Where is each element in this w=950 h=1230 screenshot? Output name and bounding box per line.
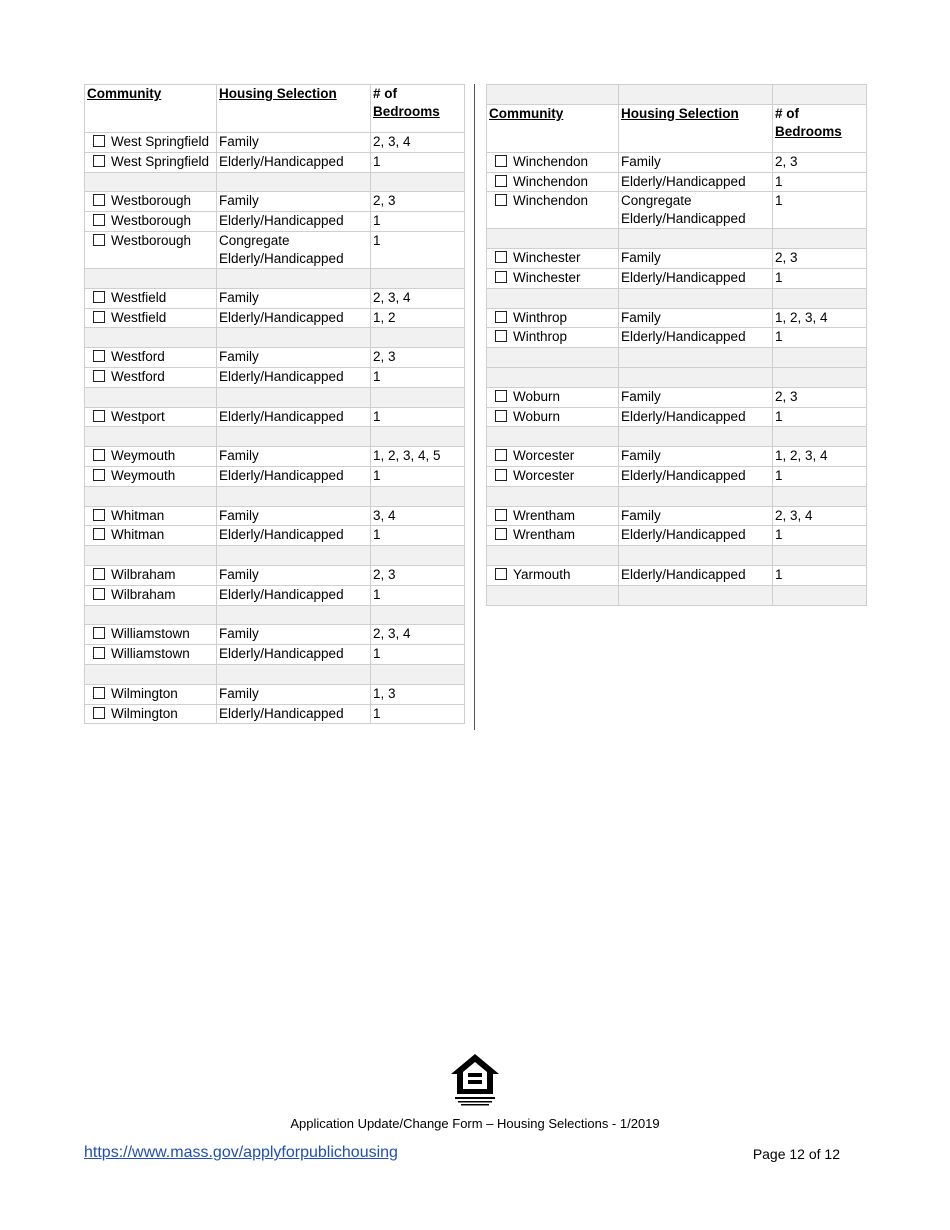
housing-selection-cell [619,152,773,172]
housing-selection-cell [217,565,371,585]
table-row [85,625,465,645]
community-name: Westport [111,408,165,424]
community-cell [85,348,217,368]
community-name: West Springfield [111,153,210,169]
community-cell [85,704,217,724]
housing-type: Elderly/Handicapped [219,213,344,229]
community-name: Wrentham [513,527,576,543]
table-row [85,133,465,153]
selection-checkbox[interactable] [495,449,507,461]
community-cell [85,212,217,232]
housing-type: Congregate Elderly/Handicapped [621,193,746,227]
housing-type: Family [219,448,259,464]
bedrooms-cell: 2, 3 [773,387,867,407]
page-number: Page 12 of 12 [752,1146,840,1162]
selection-checkbox[interactable] [93,687,105,699]
community-name: Wilbraham [111,566,176,582]
selection-checkbox[interactable] [93,469,105,481]
bedrooms-cell: 1 [371,367,465,387]
housing-selection-cell [619,192,773,229]
bedrooms-cell: 1 [371,407,465,427]
housing-type: Elderly/Handicapped [219,527,344,543]
table-row [85,526,465,546]
spacer-row [85,268,465,288]
spacer-row [85,486,465,506]
left-selection-table [84,84,465,724]
selection-checkbox[interactable] [495,509,507,521]
community-name: Wilbraham [111,586,176,602]
housing-selection-column-header: Housing Selection [217,85,371,133]
spacer-row [85,172,465,192]
selection-checkbox[interactable] [93,370,105,382]
table-header-row [487,104,867,152]
housing-type: Elderly/Handicapped [621,527,746,543]
housing-type: Elderly/Handicapped [621,173,746,189]
community-cell [487,249,619,269]
community-cell [85,526,217,546]
community-name: Westborough [111,213,192,229]
housing-selection-cell [217,704,371,724]
housing-type: Elderly/Handicapped [219,368,344,384]
housing-selection-cell [217,288,371,308]
housing-selection-cell [217,192,371,212]
housing-type: Elderly/Handicapped [621,566,746,582]
community-cell [85,308,217,328]
bedrooms-cell: 2, 3 [773,249,867,269]
housing-selection-cell [217,348,371,368]
selection-checkbox[interactable] [93,291,105,303]
community-cell [85,133,217,153]
form-title-footer: Application Update/Change Form – Housing Selections - 1/2019 [290,1116,660,1131]
community-name: Westfield [111,309,167,325]
housing-selection-cell [619,407,773,427]
bedrooms-cell: 1 [773,526,867,546]
housing-selection-cell [217,625,371,645]
spacer-row [85,328,465,348]
community-name: West Springfield [111,134,210,149]
housing-type: Family [621,153,661,169]
table-row [85,367,465,387]
housing-type: Family [219,289,259,305]
bedrooms-cell: 1 [371,466,465,486]
table-row [487,565,867,585]
bedrooms-cell: 1 [773,407,867,427]
selection-checkbox[interactable] [495,390,507,402]
community-cell [85,447,217,467]
community-name: Winthrop [513,329,568,345]
table-row [487,506,867,526]
right-selection-table [486,84,867,606]
community-cell [487,526,619,546]
table-row [487,447,867,467]
housing-selection-cell [217,308,371,328]
community-cell [85,288,217,308]
selection-checkbox[interactable] [93,350,105,362]
community-cell [487,328,619,348]
bedrooms-cell: 1 [371,152,465,172]
spacer-row [85,387,465,407]
housing-type: Elderly/Handicapped [219,467,344,483]
bedrooms-cell: 1 [371,585,465,605]
table-row [85,212,465,232]
table-row [85,447,465,467]
table-row [487,249,867,269]
housing-type: Family [621,388,661,404]
housing-selection-cell [217,212,371,232]
table-top-spacer-row [487,85,867,105]
selection-checkbox[interactable] [495,330,507,342]
table-row [85,585,465,605]
community-name: Whitman [111,527,165,543]
selection-checkbox[interactable] [93,707,105,719]
selection-checkbox[interactable] [93,588,105,600]
selection-checkbox[interactable] [93,509,105,521]
selection-checkbox[interactable] [93,214,105,226]
housing-type: Family [621,448,661,464]
housing-type: Family [621,309,661,325]
selection-checkbox[interactable] [93,410,105,422]
spacer-row [85,664,465,684]
housing-selection-cell [217,447,371,467]
community-name: Worcester [513,467,575,483]
community-cell [487,407,619,427]
community-name: Wilmington [111,705,178,721]
community-name: Winchendon [513,193,589,209]
community-cell [85,192,217,212]
community-cell [487,447,619,467]
selection-checkbox[interactable] [93,234,105,246]
housing-selection-cell [619,565,773,585]
bedrooms-cell: 1 [773,466,867,486]
bedrooms-cell: 3, 4 [371,506,465,526]
spacer-row [487,486,867,506]
community-name: Williamstown [111,646,190,662]
community-name: Whitman [111,507,165,523]
community-cell [85,625,217,645]
table-row [85,466,465,486]
community-name: Weymouth [111,448,176,464]
spacer-row [487,348,867,368]
housing-selection-cell [217,684,371,704]
community-cell [85,645,217,665]
bedrooms-cell: 2, 3 [371,192,465,212]
community-name: Woburn [513,408,561,424]
table-row [85,231,465,268]
spacer-row [85,546,465,566]
selection-checkbox[interactable] [495,175,507,187]
selection-checkbox[interactable] [495,568,507,580]
housing-selection-cell [619,308,773,328]
community-column-header: Community [487,104,619,152]
table-row [85,407,465,427]
community-cell [85,152,217,172]
housing-selection-cell [619,268,773,288]
housing-selection-cell [217,133,371,153]
community-cell [85,367,217,387]
table-row [487,268,867,288]
housing-selection-cell [619,387,773,407]
housing-type: Elderly/Handicapped [219,153,344,169]
spacer-row [487,546,867,566]
community-cell [487,152,619,172]
community-cell [85,565,217,585]
community-name: Westford [111,349,165,365]
community-cell [487,308,619,328]
housing-selection-cell [217,645,371,665]
housing-type: Family [219,193,259,209]
housing-selection-cell [619,249,773,269]
table-row [85,288,465,308]
housing-type: Family [621,507,661,523]
housing-selection-cell [217,152,371,172]
community-name: Williamstown [111,626,190,642]
column-divider [474,84,475,730]
community-name: Winchester [513,250,581,266]
bedrooms-cell: 2, 3, 4 [773,506,867,526]
bedrooms-column-header: # of Bedrooms [371,85,465,133]
bedrooms-cell: 1 [371,645,465,665]
housing-type: Family [219,566,259,582]
bedrooms-cell: 1, 2, 3, 4 [773,308,867,328]
housing-type: Elderly/Handicapped [219,309,344,325]
table-row [85,506,465,526]
community-cell [487,506,619,526]
community-name: Westborough [111,232,192,248]
housing-type: Elderly/Handicapped [219,646,344,662]
bedrooms-cell: 1, 2 [371,308,465,328]
housing-type: Elderly/Handicapped [621,329,746,345]
housing-type: Elderly/Handicapped [219,586,344,602]
table-row [85,192,465,212]
community-name: Wrentham [513,507,576,523]
bedrooms-cell: 1 [371,704,465,724]
housing-selection-cell [619,526,773,546]
housing-selection-cell [619,328,773,348]
community-cell [487,387,619,407]
housing-selection-column-header: Housing Selection [619,104,773,152]
community-name: Winthrop [513,309,568,325]
bedrooms-cell: 2, 3 [371,348,465,368]
community-name: Weymouth [111,467,176,483]
table-header-row [85,85,465,133]
housing-type: Elderly/Handicapped [219,705,344,721]
selection-checkbox[interactable] [93,135,105,147]
housing-selection-cell [217,526,371,546]
community-cell [85,407,217,427]
community-name: Westborough [111,193,192,209]
community-name: Westfield [111,289,167,305]
bedrooms-cell: 1 [773,565,867,585]
housing-type: Congregate Elderly/Handicapped [219,232,344,266]
community-name: Worcester [513,448,575,464]
selection-checkbox[interactable] [93,155,105,167]
bedrooms-cell: 1 [773,268,867,288]
community-cell [487,268,619,288]
community-name: Woburn [513,388,561,404]
selection-checkbox[interactable] [93,194,105,206]
community-cell [85,684,217,704]
table-row [487,407,867,427]
table-row [85,565,465,585]
community-cell [85,506,217,526]
selection-checkbox[interactable] [93,311,105,323]
bedrooms-cell: 1 [371,526,465,546]
bedrooms-cell: 1, 2, 3, 4, 5 [371,447,465,467]
housing-type: Family [219,349,259,365]
bedrooms-cell: 2, 3, 4 [371,133,465,153]
table-row [487,328,867,348]
spacer-row [487,288,867,308]
housing-type: Elderly/Handicapped [621,269,746,285]
selection-checkbox[interactable] [93,627,105,639]
community-column-header: Community [85,85,217,133]
apply-for-public-housing-link[interactable]: https://www.mass.gov/applyforpublichousing [84,1144,398,1161]
bedrooms-cell: 1, 2, 3, 4 [773,447,867,467]
bedrooms-cell: 2, 3 [371,565,465,585]
housing-type: Family [219,507,259,523]
table-row [85,348,465,368]
table-row [85,152,465,172]
community-name: Winchester [513,269,581,285]
spacer-row [85,427,465,447]
housing-selection-cell [619,447,773,467]
community-cell [487,565,619,585]
selection-checkbox[interactable] [495,311,507,323]
table-row [85,308,465,328]
housing-type: Elderly/Handicapped [621,408,746,424]
housing-type: Family [621,250,661,266]
selection-checkbox[interactable] [495,251,507,263]
housing-selection-cell [217,367,371,387]
equal-housing-opportunity-icon [449,1052,501,1108]
bedrooms-cell: 1 [371,231,465,268]
community-cell [487,466,619,486]
selection-checkbox[interactable] [93,449,105,461]
selection-checkbox[interactable] [495,271,507,283]
community-name: Winchendon [513,153,589,169]
housing-selection-cell [619,506,773,526]
community-name: Yarmouth [513,566,571,582]
selection-checkbox[interactable] [495,155,507,167]
housing-selection-cell [217,231,371,268]
table-row [487,308,867,328]
selection-checkbox[interactable] [93,647,105,659]
bedrooms-cell: 1 [773,192,867,229]
housing-selection-cell [217,506,371,526]
spacer-row [487,585,867,605]
housing-selection-cell [217,407,371,427]
housing-type: Family [219,626,259,642]
selection-checkbox[interactable] [495,469,507,481]
community-name: Wilmington [111,685,178,701]
table-row [487,192,867,229]
table-row [85,684,465,704]
bedrooms-cell: 2, 3 [773,152,867,172]
spacer-row [487,427,867,447]
table-row [487,387,867,407]
bedrooms-cell: 1 [371,212,465,232]
housing-selection-cell [217,466,371,486]
selection-checkbox[interactable] [495,528,507,540]
community-cell [487,172,619,192]
community-cell [85,466,217,486]
table-row [487,466,867,486]
housing-selection-cell [217,585,371,605]
table-row [85,645,465,665]
community-name: Westford [111,368,165,384]
bedrooms-column-header: # of Bedrooms [773,104,867,152]
bedrooms-cell: 2, 3, 4 [371,288,465,308]
housing-type: Family [219,134,259,149]
bedrooms-cell: 2, 3, 4 [371,625,465,645]
selection-checkbox[interactable] [495,194,507,206]
housing-selection-cell [619,466,773,486]
housing-type: Elderly/Handicapped [621,467,746,483]
bedrooms-cell: 1 [773,328,867,348]
spacer-row [487,229,867,249]
right-selection-table-container [486,84,866,606]
housing-type: Family [219,685,259,701]
selection-checkbox[interactable] [495,410,507,422]
community-cell [85,585,217,605]
spacer-row [487,367,867,387]
table-row [85,704,465,724]
bedrooms-cell: 1, 3 [371,684,465,704]
community-cell [85,231,217,268]
table-row [487,526,867,546]
left-selection-table-container [84,84,464,724]
table-row [487,172,867,192]
selection-checkbox[interactable] [93,568,105,580]
spacer-row [85,605,465,625]
table-row [487,152,867,172]
housing-selection-cell [619,172,773,192]
community-name: Winchendon [513,173,589,189]
bedrooms-cell: 1 [773,172,867,192]
selection-checkbox[interactable] [93,528,105,540]
housing-type: Elderly/Handicapped [219,408,344,424]
community-cell [487,192,619,229]
